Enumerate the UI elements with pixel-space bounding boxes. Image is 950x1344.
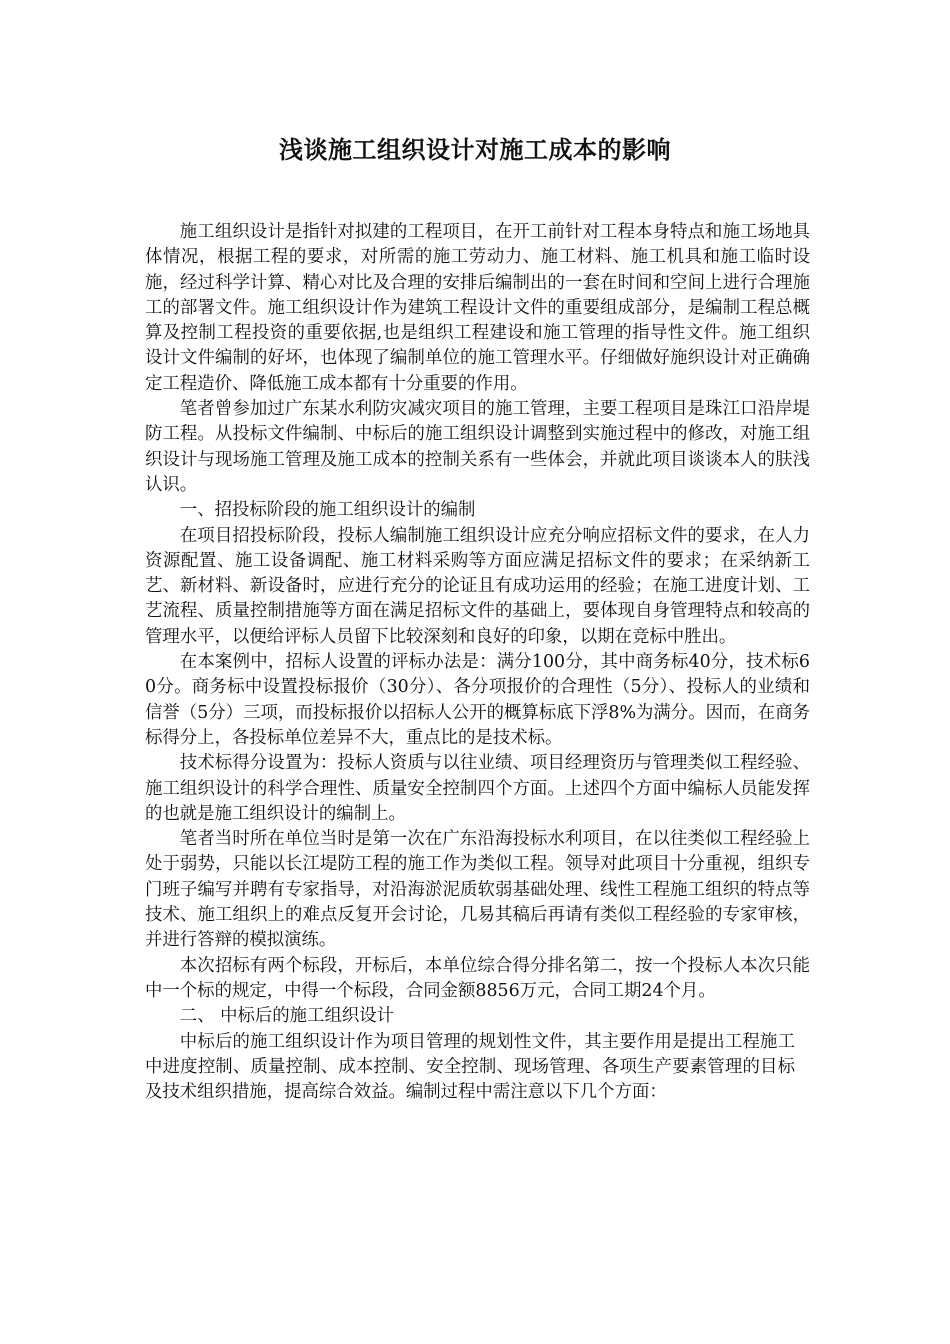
paragraph-background: 笔者曾参加过广东某水利防灾减灾项目的施工管理，主要工程项目是珠江口沿岸堤防工程。从投标文件编制、中标后的施工组织设计调整到实施过程中的修改，对施工组织设计与现场施工管理及施工成本的控制关系有一些体会，并就此项目谈谈本人的肤浅认识。 — [145, 399, 810, 495]
document-body — [145, 220, 810, 1105]
section-heading-2: 二、 中标后的施工组织设计 — [179, 1006, 395, 1027]
document-title: 浅谈施工组织设计对施工成本的影响 — [279, 136, 671, 164]
paragraph-bidding-stage: 在项目招投标阶段，投标人编制施工组织设计应充分响应招标文件的要求，在人力资源配置、施工设备调配、施工材料采购等方面应满足招标文件的要求；在采纳新工艺、新材料、新设备时，应进行充分的论证且有成功运用的经验；在施工进度计划、工艺流程、质量控制措施等方面在满足招标文件的基础上，要体现自身管理特点和较高的管理水平，以便给评标人员留下比较深刻和良好的印象，以期在竞标中胜出。 — [145, 525, 810, 647]
paragraph-technical-score: 技术标得分设置为：投标人资质与以往业绩、项目经理资历与管理类似工程经验、施工组织设计的科学合理性、质量安全控制四个方面。上述四个方面中编标人员能发挥的也就是施工组织设计的编制上。 — [145, 753, 810, 824]
paragraph-post-award: 中标后的施工组织设计作为项目管理的规划性文件，其主要作用是提出工程施工中进度控制、质量控制、成本控制、安全控制、现场管理、各项生产要素管理的目标及技术组织措施，提高综合效益。编制过程中需注意以下几个方面： — [145, 1031, 795, 1103]
paragraph-bid-result: 本次招标有两个标段，开标后，本单位综合得分排名第二，按一个投标人本次只能中一个标的规定，中得一个标段，合同金额8856万元，合同工期24个月。 — [145, 955, 810, 1001]
paragraph-scoring-method: 在本案例中，招标人设置的评标办法是：满分100分，其中商务标40分，技术标60分。商务标中设置投标报价（30分）、各分项报价的合理性（5分）、投标人的业绩和信誉（5分）三项，而投标报价以招标人公开的概算标底下浮8%为满分。因而，在商务标得分上，各投标单位差异不大，重点比的是技术标。 — [145, 652, 810, 748]
paragraph-intro: 施工组织设计是指针对拟建的工程项目，在开工前针对工程本身特点和施工场地具体情况，根据工程的要求，对所需的施工劳动力、施工材料、施工机具和施工临时设施，经过科学计算、精心对比及合理的安排后编制出的一套在时间和空间上进行合理施工的部署文件。施工组织设计作为建筑工程设计文件的重要组成部分，是编制工程总概算及控制工程投资的重要依据,也是组织工程建设和施工管理的指导性文件。施工组织设计文件编制的好坏，也体现了编制单位的施工管理水平。仔细做好施织设计对正确确定工程造价、降低施工成本都有十分重要的作用。 — [145, 222, 810, 394]
section-heading-1: 一、招投标阶段的施工组织设计的编制 — [179, 500, 476, 521]
paragraph-company-experience: 笔者当时所在单位当时是第一次在广东沿海投标水利项目，在以往类似工程经验上处于弱势，只能以长江堤防工程的施工作为类似工程。领导对此项目十分重视，组织专门班子编写并聘有专家指导，对沿海淤泥质软弱基础处理、线性工程施工组织的特点等技术、施工组织上的难点反复开会讨论，几易其稿后再请有类似工程经验的专家审核，并进行答辩的模拟演练。 — [145, 829, 810, 951]
